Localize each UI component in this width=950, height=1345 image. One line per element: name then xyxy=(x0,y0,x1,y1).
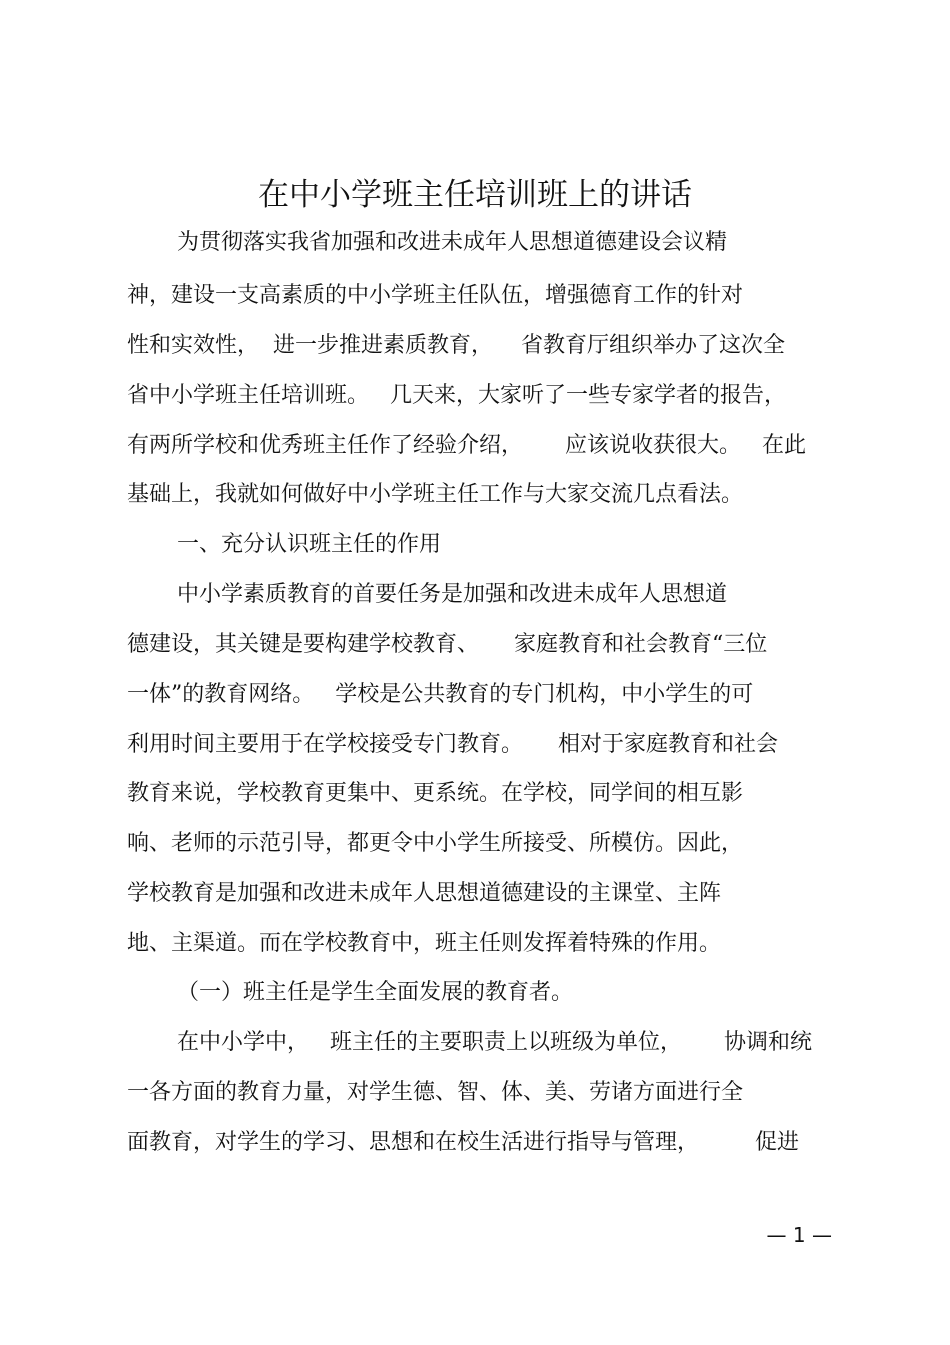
section-heading: 一、充分认识班主任的作用 xyxy=(177,532,442,557)
text-line: 基础上，我就如何做好中小学班主任工作与大家交流几点看法。 xyxy=(127,482,744,507)
text-line: 为贯彻落实我省加强和改进未成年人思想道德建设会议精 xyxy=(177,230,728,255)
text-line: 地、主渠道。而在学校教育中，班主任则发挥着特殊的作用。 xyxy=(127,931,722,956)
text-line: 面教育，对学生的学习、思想和在校生活进行指导与管理， 促进 xyxy=(127,1130,799,1155)
text-line: 教育来说，学校教育更集中、更系统。在学校，同学间的相互影 xyxy=(127,781,744,806)
text-line: 一体”的教育网络。 学校是公共教育的专门机构，中小学生的可 xyxy=(127,682,754,707)
text-line: 有两所学校和优秀班主任作了经验介绍， 应该说收获很大。 在此 xyxy=(127,433,806,458)
page-title: 在中小学班主任培训班上的讲话 xyxy=(258,177,692,213)
page-number: — 1 — xyxy=(766,1223,832,1247)
subsection-heading: （一）班主任是学生全面发展的教育者。 xyxy=(177,980,574,1005)
text-line: 一各方面的教育力量，对学生德、智、体、美、劳诸方面进行全 xyxy=(127,1080,744,1105)
text-line: 利用时间主要用于在学校接受专门教育。 相对于家庭教育和社会 xyxy=(127,732,778,757)
text-line: 性和实效性， 进一步推进素质教育， 省教育厅组织举办了这次全 xyxy=(127,333,785,358)
text-line: 省中小学班主任培训班。 几天来，大家听了一些专家学者的报告， xyxy=(127,383,786,408)
text-line: 响、老师的示范引导，都更令中小学生所接受、所模仿。因此， xyxy=(127,831,744,856)
text-line: 在中小学中， 班主任的主要职责上以班级为单位， 协调和统 xyxy=(177,1030,812,1055)
text-line: 中小学素质教育的首要任务是加强和改进未成年人思想道 xyxy=(177,582,728,607)
text-line: 德建设，其关键是要构建学校教育、 家庭教育和社会教育“三位 xyxy=(127,632,768,657)
text-line: 神，建设一支高素质的中小学班主任队伍，增强德育工作的针对 xyxy=(127,283,744,308)
text-line: 学校教育是加强和改进未成年人思想道德建设的主课堂、主阵 xyxy=(127,881,722,906)
